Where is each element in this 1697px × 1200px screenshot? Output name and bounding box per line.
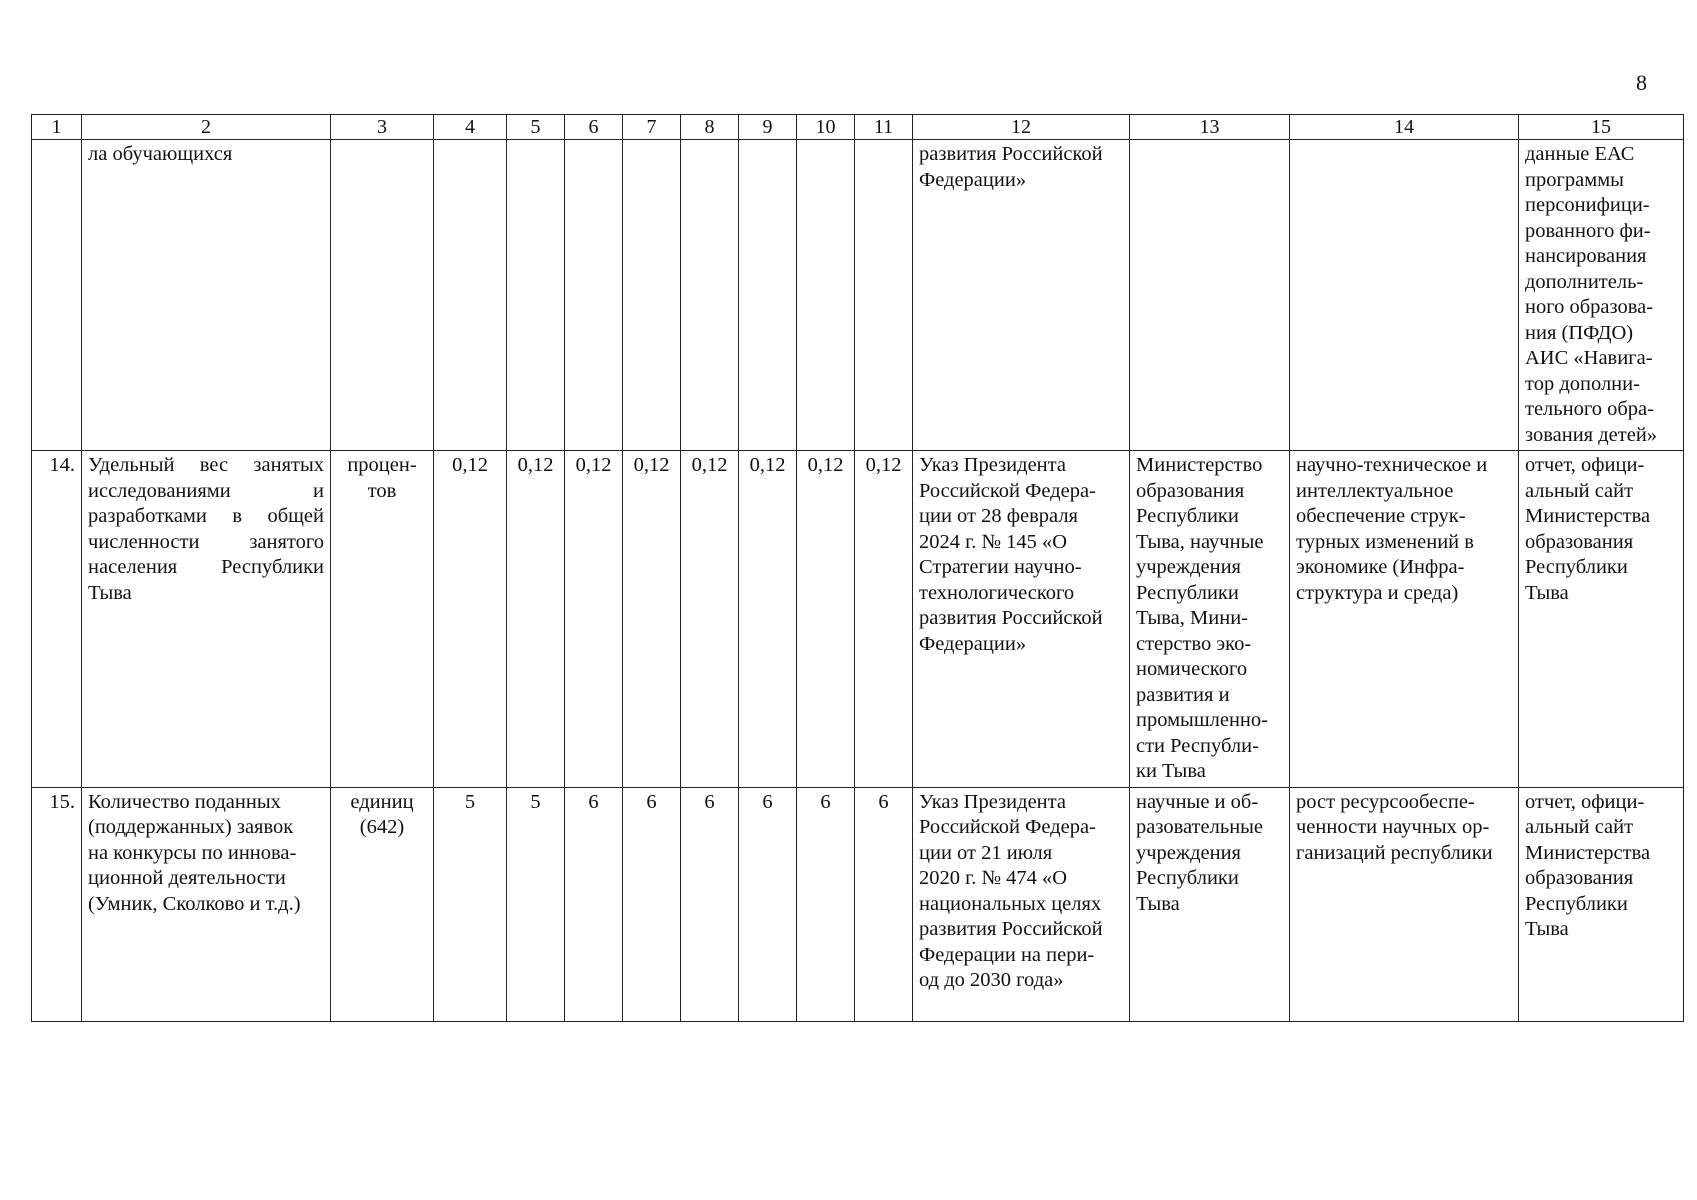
column-number: 3: [331, 115, 434, 140]
indicator-name: Удельный вес занятых исследованиями и разработками в общей численности занятого населения Республики Тыва: [82, 451, 331, 788]
value-cell: [623, 140, 681, 451]
column-number: 6: [565, 115, 623, 140]
column-number: 5: [507, 115, 565, 140]
value-cell: [855, 140, 913, 451]
value-cell: 6: [565, 787, 623, 1021]
value-cell: 0,12: [739, 451, 797, 788]
value-cell: 6: [855, 787, 913, 1021]
basis-document: Указ Президента Российской Федера- ции от 28 февраля 2024 г. № 145 «О Стратегии научно- технологического развития Российской Федерации»: [913, 451, 1130, 788]
row-number: 14.: [32, 451, 82, 788]
column-number: 1: [32, 115, 82, 140]
row-number: 15.: [32, 787, 82, 1021]
column-number: 2: [82, 115, 331, 140]
responsible: [1130, 140, 1290, 451]
column-number: 12: [913, 115, 1130, 140]
data-source: отчет, офици- альный сайт Министерства образования Республики Тыва: [1519, 451, 1684, 788]
result: научно-техническое и интеллектуальное обеспечение струк- турных изменений в экономике (Инфра- структура и среда): [1290, 451, 1519, 788]
unit: [331, 140, 434, 451]
value-cell: [681, 140, 739, 451]
column-number: 4: [434, 115, 507, 140]
table-row: [32, 451, 1684, 788]
value-cell: 0,12: [507, 451, 565, 788]
result: рост ресурсообеспе- ченности научных ор- ганизаций республики: [1290, 787, 1519, 1021]
page-number: 8: [1636, 70, 1647, 95]
value-cell: [797, 140, 855, 451]
column-number: 9: [739, 115, 797, 140]
table-row: [32, 140, 1684, 451]
value-cell: 0,12: [681, 451, 739, 788]
value-cell: [565, 140, 623, 451]
data-source: отчет, офици- альный сайт Министерства образования Республики Тыва: [1519, 787, 1684, 1021]
responsible: Министерство образования Республики Тыва, научные учреждения Республики Тыва, Мини- стерство эко- номического развития и промышленно- сти Республи- ки Тыва: [1130, 451, 1290, 788]
indicators-table: [31, 114, 1684, 1022]
value-cell: 0,12: [855, 451, 913, 788]
value-cell: [434, 140, 507, 451]
value-cell: 6: [681, 787, 739, 1021]
row-number: [32, 140, 82, 451]
column-number-row: [32, 115, 1684, 140]
indicator-name: Количество поданных (поддержанных) заявок на конкурсы по иннова- ционной деятельности (Умник, Сколково и т.д.): [82, 787, 331, 1021]
data-source: данные ЕАС программы персонифици- рованного фи- нансирования дополнитель- ного образова- ния (ПФДО) АИС «Навига- тор дополни- тельного обра- зования детей»: [1519, 140, 1684, 451]
column-number: 14: [1290, 115, 1519, 140]
column-number: 11: [855, 115, 913, 140]
value-cell: [739, 140, 797, 451]
value-cell: [507, 140, 565, 451]
basis-document: развития Российской Федерации»: [913, 140, 1130, 451]
value-cell: 6: [623, 787, 681, 1021]
responsible: научные и об- разовательные учреждения Республики Тыва: [1130, 787, 1290, 1021]
column-number: 8: [681, 115, 739, 140]
column-number: 10: [797, 115, 855, 140]
value-cell: 0,12: [623, 451, 681, 788]
value-cell: 5: [434, 787, 507, 1021]
column-number: 15: [1519, 115, 1684, 140]
column-number: 13: [1130, 115, 1290, 140]
unit: единиц (642): [331, 787, 434, 1021]
indicator-name: ла обучающихся: [82, 140, 331, 451]
value-cell: 0,12: [797, 451, 855, 788]
result: [1290, 140, 1519, 451]
table-row: [32, 787, 1684, 1021]
value-cell: 0,12: [434, 451, 507, 788]
value-cell: 0,12: [565, 451, 623, 788]
column-number: 7: [623, 115, 681, 140]
value-cell: 6: [797, 787, 855, 1021]
unit: процен- тов: [331, 451, 434, 788]
value-cell: 5: [507, 787, 565, 1021]
value-cell: 6: [739, 787, 797, 1021]
basis-document: Указ Президента Российской Федера- ции от 21 июля 2020 г. № 474 «О национальных целях развития Российской Федерации на пери- од до 2030 года»: [913, 787, 1130, 1021]
